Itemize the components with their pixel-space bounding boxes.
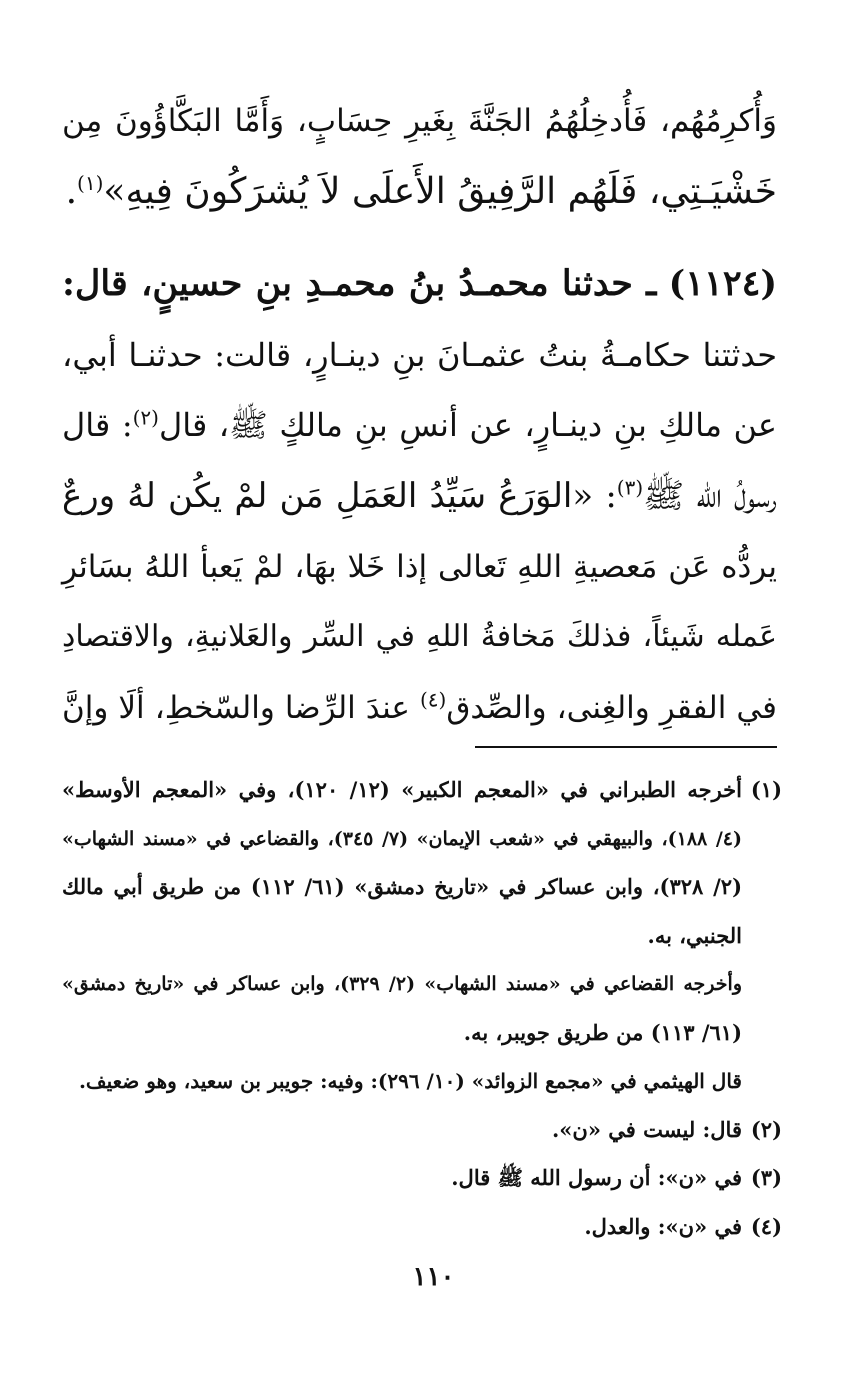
text-line-5-b: : قال: [62, 406, 133, 445]
paragraph-gap: [62, 227, 777, 249]
footnote-1-line-1: [62, 766, 782, 815]
footnote-3: [62, 1154, 782, 1203]
text-line-6: [62, 461, 777, 532]
page-number: ١١٠: [412, 1262, 455, 1292]
text-line-2-body: خَشْيَـتِي، فَلَهُم الرَّفِيقُ الأَعلَى لاَ يُشرَكُونَ فِيهِ»: [103, 170, 777, 212]
footnote-1-line-7: قال الهيثمي في «مجمع الزوائد» (١٠/ ٢٩٦): وفيه: جويبر بن سعيد، وهو ضعيف.: [78, 1069, 742, 1093]
text-line-5-a: عن مالكِ بنِ دينـارٍ، عن أنسِ بنِ مالكٍ ﷺ، قال: [158, 406, 778, 445]
footnote-1-line-4: الجنبي، به.: [647, 922, 742, 948]
footnote-3-number: (٣): [750, 1165, 782, 1190]
text-line-6-b: : «الوَرَعُ سَيِّدُ العَمَلِ مَن لمْ يكُن لهُ ورعٌ: [62, 475, 617, 516]
text-line-2: [62, 157, 777, 228]
text-line-2-end: .: [65, 170, 78, 212]
hadith-heading-line: [62, 249, 777, 320]
footnote-1-text-1: أخرجه الطبراني في «المعجم الكبير» (١٢/ ١٢٠)، وفي «المعجم الأوسط»: [62, 777, 742, 802]
text-line-4: حدثتنا حكامـةُ بنتُ عثمـانَ بنِ دينـارٍ، قالت: حدثنـا أبي،: [62, 335, 777, 374]
main-text: [62, 86, 777, 743]
footnote-ref-1[interactable]: (١): [77, 170, 104, 195]
text-line-9-b: عندَ الرِّضا والسّخطِ، ألَا وإنَّ: [62, 689, 420, 726]
footnote-4-text: في «ن»: والعدل.: [584, 1213, 742, 1239]
text-line-8: عَمله شَيئاً، فذلكَ مَخافةُ اللهِ في السِّر والعَلانيةِ، والاقتصادِ: [62, 619, 777, 655]
footnote-2-number: (٢): [750, 1116, 782, 1142]
footnote-ref-3[interactable]: (٣): [616, 475, 644, 500]
footnote-separator: [475, 746, 777, 748]
footnote-ref-4[interactable]: (٤): [419, 687, 447, 712]
footnote-1-line-3: (٢/ ٣٢٨)، وابن عساكر في «تاريخ دمشق» (٦١/ ١١٢) من طريق أبي مالك: [62, 874, 743, 899]
footnote-ref-2[interactable]: (٢): [132, 405, 159, 430]
text-line-9: [62, 673, 777, 744]
footnote-2-text: قال: ليست في «ن».: [552, 1116, 742, 1142]
footnotes: [62, 766, 782, 1251]
footnote-4-number: (٤): [750, 1213, 782, 1239]
text-line-5: [62, 390, 777, 461]
footnote-1-number: (١): [750, 777, 782, 802]
text-line-9-a: في الفقرِ والغِنى، والصِّدق: [446, 689, 777, 726]
footnote-1-line-5: وأخرجه القضاعي في «مسند الشهاب» (٢/ ٣٢٩)، وابن عساكر في «تاريخ دمشق»: [62, 973, 742, 995]
footnote-1-line-6: (٦١/ ١١٣) من طريق جويبر، به.: [463, 1019, 742, 1045]
text-line-7: يردُّه عَن مَعصيةِ اللهِ تَعالى إذا خَلا بهَا، لمْ يَعبأ اللهُ بسَائرِ: [62, 548, 777, 585]
text-line-1: وَأُكرِمُهُم، فَأُدخِلُهُمُ الجَنَّةَ بِغَيرِ حِسَابٍ، وَأَمَّا البَكَّاؤُونَ مِن: [62, 103, 777, 139]
hadith-isnad-start: ـ حدثنا محمـدُ بنُ محمـدِ بنِ حسينٍ، قال:: [62, 263, 657, 305]
hadith-number: (١١٢٤): [668, 263, 777, 305]
footnote-3-text: في «ن»: أن رسول الله ﷺ قال.: [451, 1165, 742, 1190]
footnote-2: [62, 1106, 782, 1155]
text-line-6-a: رسولُ الله ﷺ: [643, 475, 777, 516]
footnote-1-line-2: (٤/ ١٨٨)، والبيهقي في «شعب الإيمان» (٧/ ٣٤٥)، والقضاعي في «مسند الشهاب»: [62, 827, 742, 850]
footnote-4: [62, 1203, 782, 1252]
